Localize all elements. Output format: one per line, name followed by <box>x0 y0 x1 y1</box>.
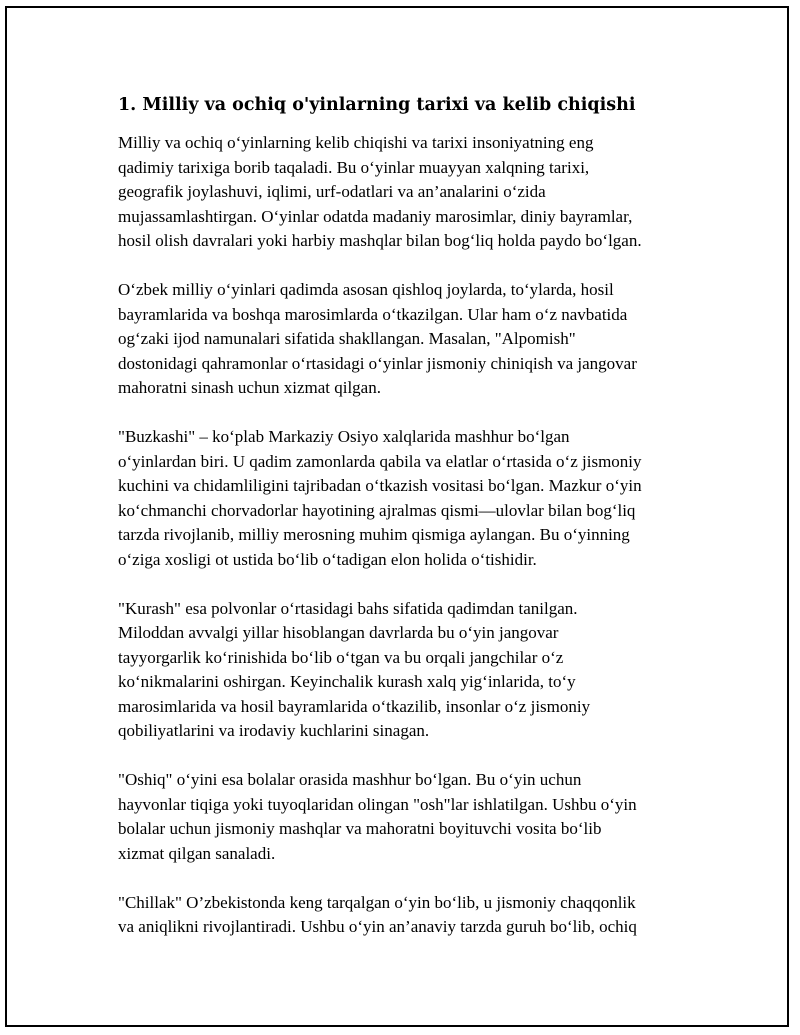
text-line: ko‘chmanchi chorvadorlar hayotining ajralmas qismi—ulovlar bilan bog‘liq <box>118 500 636 520</box>
paragraph-uzbek-games <box>118 278 698 401</box>
text-line: ko‘nikmalarini oshirgan. Keyinchalik kurash xalq yig‘inlarida, to‘y <box>118 672 576 691</box>
text-line: o‘ziga xosligi ot ustida bo‘lib o‘tadigan elon holida o‘tishidir. <box>118 549 537 569</box>
text-line: hosil olish davralari yoki harbiy mashqlar bilan bog‘liq holda paydo bo‘lgan. <box>118 231 642 250</box>
text-line: marosimlarida va hosil bayramlarida o‘tkazilib, insonlar o‘z jismoniy <box>118 696 591 716</box>
text-line: mujassamlashtirgan. O‘yinlar odatda madaniy marosimlar, diniy bayramlar, <box>118 206 633 226</box>
paragraph-oshiq <box>118 768 698 866</box>
text-line: og‘zaki ijod namunalari sifatida shakllangan. Masalan, "Alpomish" <box>118 329 576 348</box>
text-line: xizmat qilgan sanaladi. <box>118 843 276 863</box>
section-heading: 1. Milliy va ochiq o'yinlarning tarixi va kelib chiqishi <box>118 95 636 115</box>
text-line: hayvonlar tiqiga yoki tuyoqlaridan olingan "osh"lar ishlatilgan. Ushbu o‘yin <box>118 794 637 814</box>
text-line: tarzda rivojlanib, milliy merosning muhim qismiga aylangan. Bu o‘yinning <box>118 525 630 544</box>
text-line: "Chillak" O’zbekistonda keng tarqalgan o‘yin bo‘lib, u jismoniy chaqqonlik <box>118 892 636 912</box>
text-line: Miloddan avvalgi yillar hisoblangan davrlarda bu o‘yin jangovar <box>118 623 559 642</box>
paragraph-kurash <box>118 597 698 744</box>
text-line: va aniqlikni rivojlantiradi. Ushbu o‘yin an’anaviy tarzda guruh bo‘lib, ochiq <box>118 917 637 936</box>
text-line: O‘zbek milliy o‘yinlari qadimda asosan qishloq joylarda, to‘ylarda, hosil <box>118 280 614 299</box>
text-line: qobiliyatlarini va irodaviy kuchlarini sinagan. <box>118 721 430 740</box>
text-line: kuchini va chidamliligini tajribadan o‘tkazish vositasi bo‘lgan. Mazkur o‘yin <box>118 476 642 495</box>
text-line: geografik joylashuvi, iqlimi, urf-odatlari va an’analarini o‘zida <box>118 182 546 201</box>
text-line: "Oshiq" o‘yini esa bolalar orasida mashhur bo‘lgan. Bu o‘yin uchun <box>118 770 582 789</box>
document-body <box>118 93 698 964</box>
text-line: mahoratni sinash uchun xizmat qilgan. <box>118 378 381 397</box>
text-line: "Buzkashi" – ko‘plab Markaziy Osiyo xalqlarida mashhur bo‘lgan <box>118 427 570 446</box>
paragraph-buzkashi <box>118 425 698 572</box>
paragraph-chillak <box>118 891 698 940</box>
text-line: bolalar uchun jismoniy mashqlar va mahoratni boyituvchi vosita bo‘lib <box>118 819 602 838</box>
text-line: o‘yinlardan biri. U qadim zamonlarda qabila va elatlar o‘rtasida o‘z jismoniy <box>118 451 642 471</box>
text-line: tayyorgarlik ko‘rinishida bo‘lib o‘tgan va bu orqali jangchilar o‘z <box>118 647 564 667</box>
text-line: dostonidagi qahramonlar o‘rtasidagi o‘yinlar jismoniy chiniqish va jangovar <box>118 353 637 373</box>
text-line: "Kurash" esa polvonlar o‘rtasidagi bahs sifatida qadimdan tanilgan. <box>118 598 578 618</box>
text-line: bayramlarida va boshqa marosimlarda o‘tkazilgan. Ular ham o‘z navbatida <box>118 304 628 324</box>
paragraph-origins <box>118 131 698 254</box>
text-line: qadimiy tarixiga borib taqaladi. Bu o‘yinlar muayyan xalqning tarixi, <box>118 157 590 177</box>
text-line: Milliy va ochiq o‘yinlarning kelib chiqishi va tarixi insoniyatning eng <box>118 133 594 152</box>
